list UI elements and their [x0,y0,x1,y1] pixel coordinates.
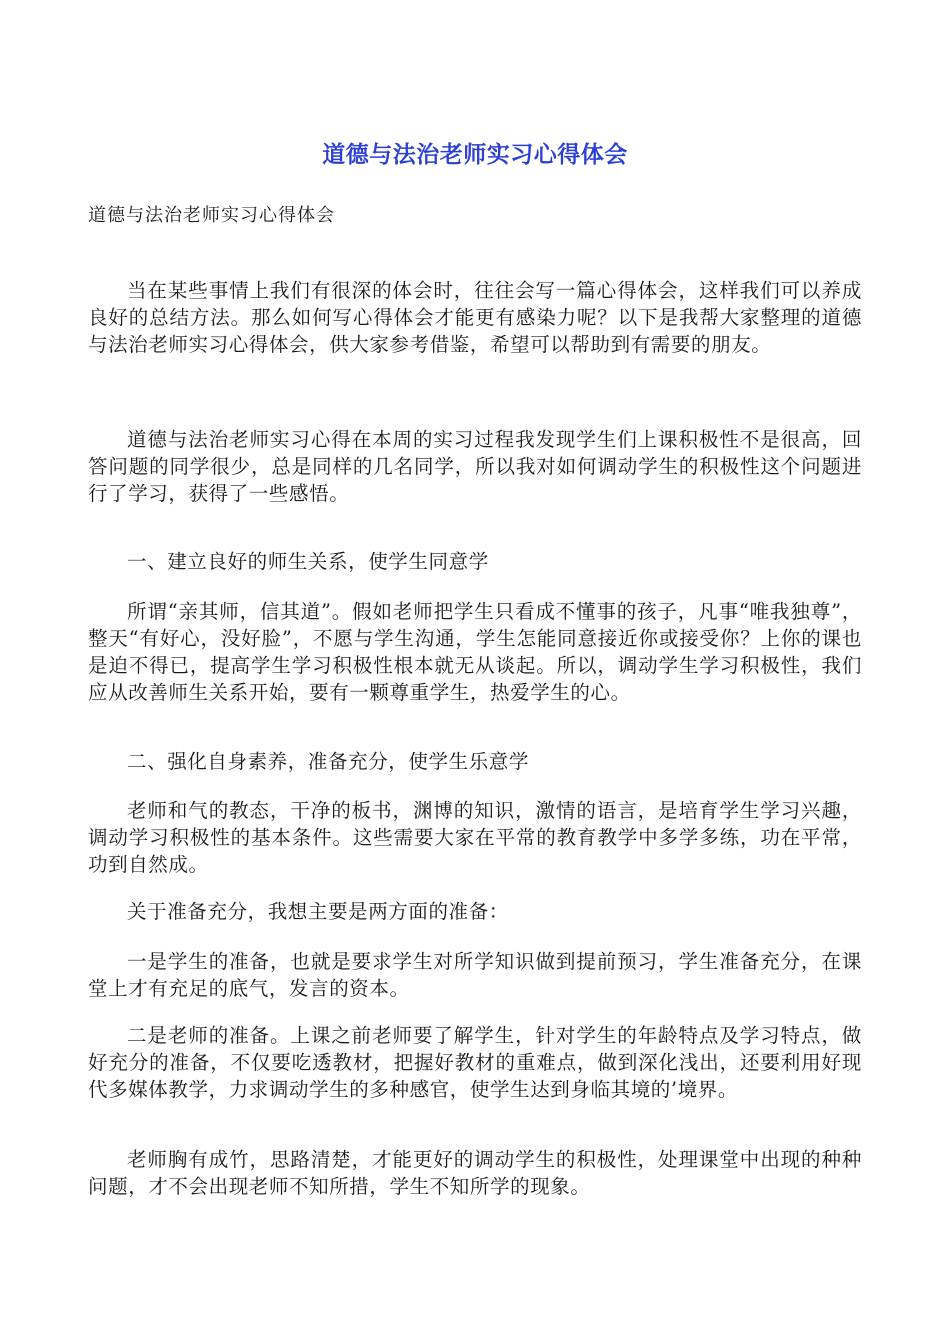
section-heading-1: 一、建立良好的师生关系，使学生同意学 [127,550,489,573]
body-paragraph-4: 关于准备充分，我想主要是两方面的准备： [127,900,509,923]
body-paragraph-1: 道德与法治老师实习心得在本周的实习过程我发现学生们上课积极性不是很高，回答问题的同学很少，总是同样的几名同学，所以我对如何调动学生的积极性这个问题进行了学习，获得了一些感悟。 [88,428,862,505]
body-paragraph-2: 所谓“亲其师，信其道”。假如老师把学生只看成不懂事的孩子，凡事“唯我独尊”，整天“有好心，没好脸”，不愿与学生沟通，学生怎能同意接近你或接受你？上你的课也是迫不得已，提高学生学习积极性根本就无从谈起。所以，调动学生学习积极性，我们应从改善师生关系开始，要有一颗尊重学生，热爱学生的心。 [88,600,862,704]
body-paragraph-5: 一是学生的准备，也就是要求学生对所学知识做到提前预习，学生准备充分，在课堂上才有充足的底气，发言的资本。 [88,950,862,1000]
body-paragraph-3: 老师和气的教态，干净的板书，渊博的知识，激情的语言，是培育学生学习兴趣，调动学习积极性的基本条件。这些需要大家在平常的教育教学中多学多练，功在平常，功到自然成。 [88,799,862,876]
page-title: 道德与法治老师实习心得体会 [322,142,628,168]
section-heading-2: 二、强化自身素养，准备充分，使学生乐意学 [127,750,530,773]
intro-paragraph: 当在某些事情上我们有很深的体会时，往往会写一篇心得体会，这样我们可以养成良好的总结方法。那么如何写心得体会才能更有感染力呢？以下是我帮大家整理的道德与法治老师实习心得体会，供大家参考借鉴，希望可以帮助到有需要的朋友。 [88,279,862,356]
body-paragraph-6: 二是老师的准备。上课之前老师要了解学生，针对学生的年龄特点及学习特点，做好充分的准备，不仅要吃透教材，把握好教材的重难点，做到深化浅出，还要利用好现代多媒体教学，力求调动学生的多种感官，使学生达到身临其境的’境界。 [88,1024,862,1101]
body-paragraph-7: 老师胸有成竹，思路清楚，才能更好的调动学生的积极性，处理课堂中出现的种种问题，才不会出现老师不知所措，学生不知所学的现象。 [88,1148,862,1198]
document-subtitle: 道德与法治老师实习心得体会 [88,205,335,226]
